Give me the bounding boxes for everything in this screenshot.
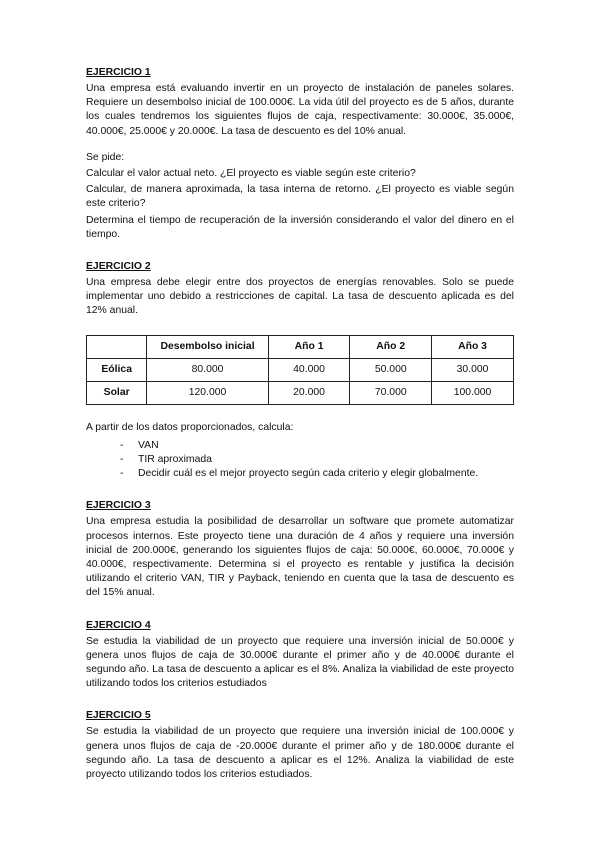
table-cell: 120.000 — [147, 381, 268, 404]
exercise-2-title: EJERCICIO 2 — [86, 261, 151, 273]
exercise-5 — [86, 709, 514, 782]
table-cell: Eólica — [87, 358, 147, 381]
table-cell: 30.000 — [432, 358, 514, 381]
exercise-4-text: Se estudia la viabilidad de un proyecto que requiere una inversión inicial de 50.000€ y genera unos flujos de caja de 30.000€ durante el primer año y de 40.000€ durante el segundo año. La tasa de descuento a aplicar es el 8%. Analiza la viabilidad de este proyecto utilizando todos los criterios estudiados — [86, 635, 514, 690]
table-cell: 80.000 — [147, 358, 268, 381]
list-item: - VAN — [120, 439, 514, 453]
exercise-1-question-2: Calcular, de manera aproximada, la tasa interna de retorno. ¿El proyecto es viable según este criterio? — [86, 184, 514, 210]
list-item: - Decidir cuál es el mejor proyecto según cada criterio y elegir globalmente. — [120, 467, 514, 481]
exercise-1 — [86, 66, 514, 242]
exercise-3-text: Una empresa estudia la posibilidad de desarrollar un software que promete automatizar procesos internos. Este proyecto tiene una duración de 4 años y requiere una inversión inicial de 200.000€, generando los siguientes flujos de caja: 50.000€, 60.000€, 70.000€ y 40.000€, respectivamente. Determina si el proyecto es rentable y justifica la decisión utilizando el criterio VAN, TIR y Payback, teniendo en cuenta que la tasa de descuento es del 15% anual. — [86, 516, 514, 599]
exercise-5-title: EJERCICIO 5 — [86, 710, 151, 722]
table-row — [87, 381, 514, 404]
table-cell: Solar — [87, 381, 147, 404]
exercise-1-title: EJERCICIO 1 — [86, 67, 151, 78]
exercise-1-question-1: Calcular el valor actual neto. ¿El proyecto es viable según este criterio? — [86, 168, 416, 180]
table-header-row — [87, 335, 514, 358]
exercise-4-title: EJERCICIO 4 — [86, 619, 151, 631]
table-header-cell — [87, 335, 147, 358]
table-header-cell: Año 2 — [350, 335, 432, 358]
exercise-1-se-pide: Se pide: — [86, 151, 125, 163]
exercise-2-after: A partir de los datos proporcionados, calcula: — [86, 421, 294, 433]
list-item: - TIR aproximada — [120, 453, 514, 467]
table-cell: 40.000 — [268, 358, 350, 381]
exercise-2-intro: Una empresa debe elegir entre dos proyectos de energías renovables. Solo se puede implementar uno debido a restricciones de capital. La tasa de descuento aplicada es del 12% anual. — [86, 277, 514, 317]
exercise-5-text: Se estudia la viabilidad de un proyecto que requiere una inversión inicial de 100.000€ y genera unos flujos de caja de -20.000€ durante el primer año y de 180.000€ durante el segundo año. La tasa de descuento a aplicar es el 12%. Analiza la viabilidad de este proyecto utilizando todos los criterios estudiados. — [86, 726, 514, 781]
exercise-4 — [86, 619, 514, 692]
projects-table — [86, 335, 514, 405]
table-row — [87, 358, 514, 381]
table-header-cell: Desembolso inicial — [147, 335, 268, 358]
exercise-3 — [86, 499, 514, 600]
exercise-2 — [86, 260, 514, 481]
exercise-1-intro: Una empresa está evaluando invertir en un proyecto de instalación de paneles solares. Requiere un desembolso inicial de 100.000€. La vida útil del proyecto es de 5 años, durante los cuales tendremos los siguientes flujos de caja, respectivamente: 30.000€, 35.000€, 40.000€, 25.000€ y 20.000€. La tasa de descuento es del 10% anual. — [86, 83, 514, 137]
table-cell: 50.000 — [350, 358, 432, 381]
table-cell: 70.000 — [350, 381, 432, 404]
exercise-1-question-3: Determina el tiempo de recuperación de la inversión considerando el valor del dinero en el tiempo. — [86, 214, 514, 240]
table-header-cell: Año 3 — [432, 335, 514, 358]
table-cell: 100.000 — [432, 381, 514, 404]
exercise-3-title: EJERCICIO 3 — [86, 500, 151, 512]
table-header-cell: Año 1 — [268, 335, 350, 358]
exercise-2-bullet-list — [86, 439, 514, 482]
table-cell: 20.000 — [268, 381, 350, 404]
